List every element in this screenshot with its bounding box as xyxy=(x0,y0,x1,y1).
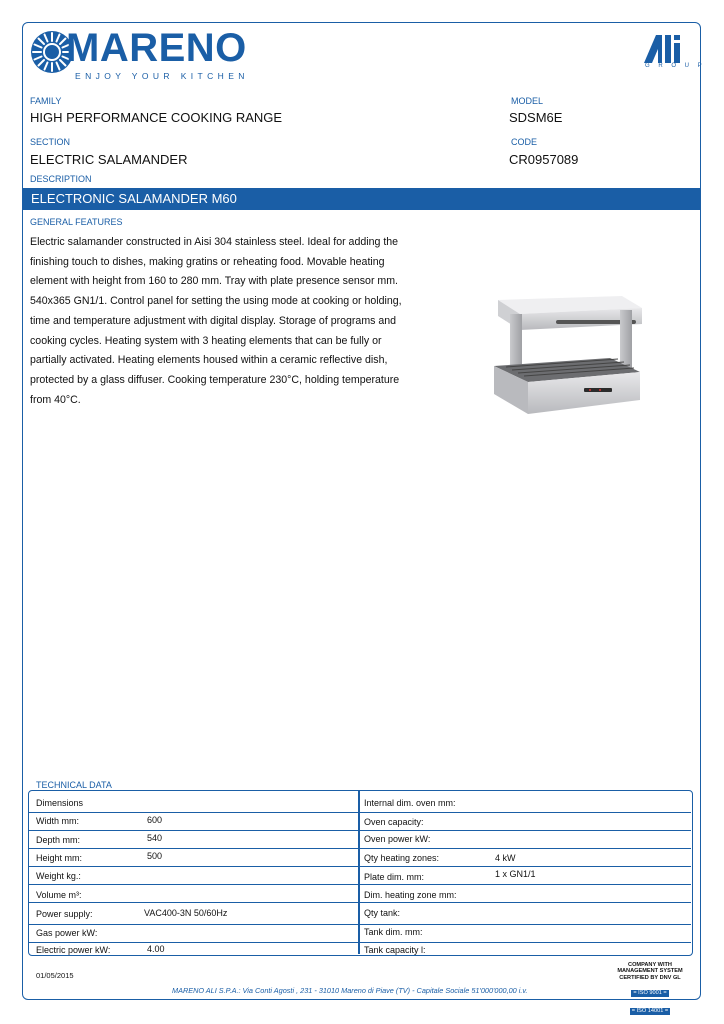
table-row xyxy=(29,813,691,831)
right-value: 1 x GN1/1 xyxy=(495,869,536,879)
left-value: VAC400-3N 50/60Hz xyxy=(144,908,228,918)
company-address: MARENO ALI S.P.A.: Via Conti Agosti , 231 - 31010 Mareno di Piave (TV) - Capitale Sociale 51'000'000,00 i.v. xyxy=(172,986,528,995)
left-name: Gas power kW: xyxy=(36,928,98,938)
left-value: 4.00 xyxy=(147,944,165,954)
general-features-text: Electric salamander constructed in Aisi 304 stainless steel. Ideal for adding the finishing touch to dishes, making gratins or reheating food. Movable heating element with height from 160 to 280 mm. Tray with plate presence sensor mm. 540x365 GN1/1. Control panel for setting the using mode at cooking or holding, time and temperature adjustment with digital display. Storage of programs and cooking cycles. Heating system with 3 heating elements that can be fully or partially activated. Heating elements housed within a ceramic reflective dish, protected by a glass diffuser. Cooking temperature 230°C, holding temperature from 40°C. xyxy=(30,236,402,406)
left-name: Power supply: xyxy=(36,909,93,919)
model-value: SDSM6E xyxy=(509,110,563,125)
table-row xyxy=(29,885,691,903)
cert-line-2: MANAGEMENT SYSTEM xyxy=(617,968,683,975)
ali-group-text: G R O U P xyxy=(645,63,706,69)
right-name: Tank dim. mm: xyxy=(364,927,423,937)
right-name: Plate dim. mm: xyxy=(364,872,425,882)
right-name: Oven power kW: xyxy=(364,834,431,844)
left-value: 500 xyxy=(147,851,163,861)
left-name: Width mm: xyxy=(36,816,80,826)
general-features-label: GENERAL FEATURES xyxy=(30,217,123,227)
right-name: Dim. heating zone mm: xyxy=(364,890,457,900)
iso-14001-badge: = ISO 14001 = xyxy=(631,1008,669,1015)
table-row xyxy=(29,849,691,867)
description-value: ELECTRONIC SALAMANDER M60 xyxy=(31,191,237,206)
family-value: HIGH PERFORMANCE COOKING RANGE xyxy=(30,110,283,125)
code-label: CODE xyxy=(511,137,538,147)
table-row xyxy=(29,791,691,809)
table-row xyxy=(29,925,691,943)
left-name: Height mm: xyxy=(36,853,83,863)
technical-data-label: TECHNICAL DATA xyxy=(36,780,112,790)
right-name: Tank capacity l: xyxy=(364,945,426,955)
section-value: ELECTRIC SALAMANDER xyxy=(30,152,188,167)
brand-name: MARENO xyxy=(66,26,247,70)
product-photo xyxy=(424,222,700,500)
right-name: Oven capacity: xyxy=(364,817,424,827)
cert-line-1: COMPANY WITH xyxy=(628,962,672,968)
table-row xyxy=(29,942,691,960)
technical-data-table xyxy=(28,790,693,956)
brand-tagline: ENJOY YOUR KITCHEN xyxy=(75,71,249,81)
left-name: Volume m³: xyxy=(36,890,82,900)
description-bar xyxy=(23,188,700,210)
left-name: Weight kg.: xyxy=(36,871,81,881)
description-label: DESCRIPTION xyxy=(30,174,92,184)
cert-line-3: CERTIFIED BY DNV GL xyxy=(619,974,681,981)
table-row xyxy=(29,831,691,849)
left-name: Dimensions xyxy=(36,798,84,808)
left-name: Depth mm: xyxy=(36,835,81,845)
section-label: SECTION xyxy=(30,137,71,147)
table-row xyxy=(29,867,691,885)
right-value: 4 kW xyxy=(495,853,516,863)
left-value: 540 xyxy=(147,833,163,843)
document-date: 01/05/2015 xyxy=(36,971,74,980)
right-name: Internal dim. oven mm: xyxy=(364,798,456,808)
table-row xyxy=(29,903,691,921)
code-value: CR0957089 xyxy=(509,152,579,167)
family-label: FAMILY xyxy=(30,96,62,106)
left-value: 600 xyxy=(147,815,163,825)
iso-9001-badge: = ISO 9001 = xyxy=(633,990,667,997)
model-label: MODEL xyxy=(511,96,544,106)
right-name: Qty tank: xyxy=(364,908,401,918)
left-name: Electric power kW: xyxy=(36,945,111,955)
certification-badge xyxy=(602,962,698,1017)
right-name: Qty heating zones: xyxy=(364,853,440,863)
